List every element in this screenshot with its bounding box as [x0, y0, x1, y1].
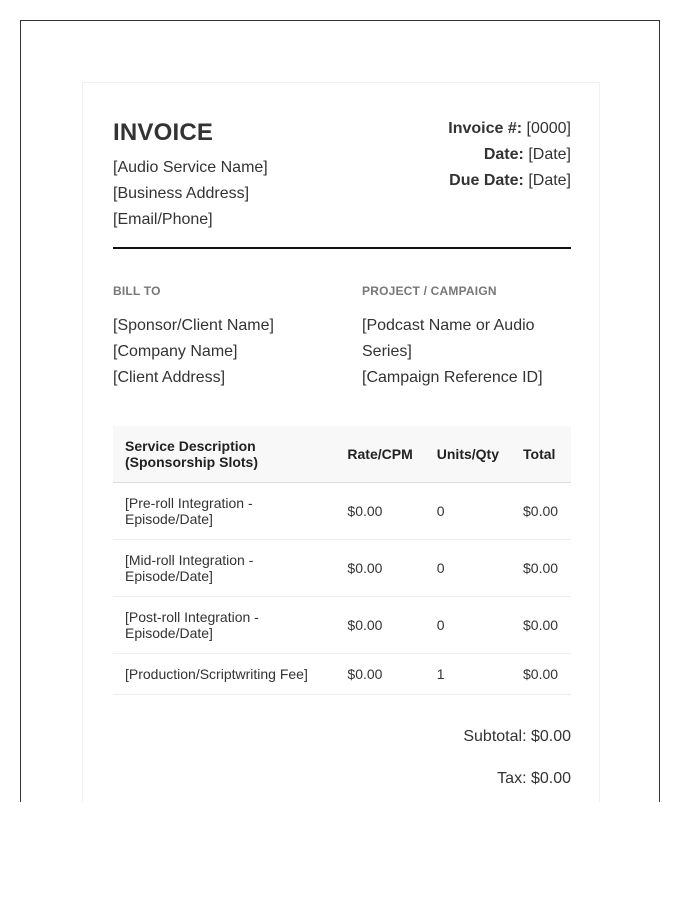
service-description-header-line-2: (Sponsorship Slots) [125, 453, 258, 470]
invoice-date-line [448, 142, 571, 168]
service-items-table [113, 426, 571, 695]
bill-to-section [113, 283, 362, 426]
rate-cell: $0.00 [335, 539, 424, 596]
total-header: Total [511, 426, 571, 482]
table-row [113, 482, 571, 539]
podcast-name-line-2: Series] [362, 343, 412, 360]
total-cell: $0.00 [511, 482, 571, 539]
rate-cell: $0.00 [335, 482, 424, 539]
invoice-title: INVOICE [113, 119, 214, 146]
service-description-line-1: [Pre-roll Integration - [125, 494, 253, 511]
table-row [113, 596, 571, 653]
invoice-number-value: [0000] [526, 120, 571, 137]
rate-cell: $0.00 [335, 596, 424, 653]
service-description-header-line-1: Service Description [125, 437, 256, 454]
service-description-cell [113, 596, 335, 653]
subtotal: Subtotal: $0.00 [463, 727, 571, 745]
podcast-name-line-1: [Podcast Name or Audio [362, 317, 535, 334]
sender-service-name: [Audio Service Name] [113, 159, 268, 176]
campaign-reference-id: [Campaign Reference ID] [362, 369, 543, 386]
units-qty-header: Units/Qty [425, 426, 511, 482]
total-cell: $0.00 [511, 596, 571, 653]
invoice-card [82, 82, 600, 802]
table-row [113, 653, 571, 694]
service-items-table-header [113, 426, 571, 482]
due-date-value: [Date] [528, 172, 571, 189]
invoice-parties [113, 249, 571, 426]
bill-to-heading: BILL TO [113, 284, 161, 298]
invoice-number-line [448, 116, 571, 142]
tax: Tax: $0.00 [497, 769, 571, 787]
invoice-header [113, 113, 571, 249]
sender-details [113, 113, 268, 233]
project-campaign-section [362, 283, 571, 426]
due-date-line [448, 168, 571, 194]
service-description-cell [113, 539, 335, 596]
total-cell: $0.00 [511, 653, 571, 694]
service-items-table-body [113, 482, 571, 694]
total-cell: $0.00 [511, 539, 571, 596]
invoice-content [113, 113, 571, 802]
rate-cell: $0.00 [335, 653, 424, 694]
units-cell: 1 [425, 653, 511, 694]
units-cell: 0 [425, 596, 511, 653]
service-description-line-2: Episode/Date] [125, 567, 213, 584]
units-cell: 0 [425, 539, 511, 596]
table-row [113, 539, 571, 596]
service-description-line-1: [Mid-roll Integration - [125, 551, 254, 568]
invoice-number-label: Invoice #: [448, 120, 523, 137]
document-page [20, 20, 660, 802]
units-cell: 0 [425, 482, 511, 539]
company-name: [Company Name] [113, 343, 238, 360]
client-address: [Client Address] [113, 369, 226, 386]
service-description-line-2: Episode/Date] [125, 510, 213, 527]
invoice-totals [113, 726, 571, 790]
project-campaign-heading: PROJECT / CAMPAIGN [362, 284, 497, 298]
sender-contact: [Email/Phone] [113, 211, 213, 228]
invoice-date-value: [Date] [528, 146, 571, 163]
rate-cpm-header: Rate/CPM [335, 426, 424, 482]
sender-business-address: [Business Address] [113, 185, 250, 202]
due-date-label: Due Date: [449, 172, 524, 189]
service-description-cell [113, 482, 335, 539]
service-description-cell: [Production/Scriptwriting Fee] [113, 653, 335, 694]
table-header-row [113, 426, 571, 482]
service-description-line-1: [Post-roll Integration - [125, 608, 259, 625]
invoice-date-label: Date: [483, 146, 524, 163]
invoice-meta [448, 113, 571, 194]
client-name: [Sponsor/Client Name] [113, 317, 274, 334]
service-description-header [113, 426, 335, 482]
service-description-line-2: Episode/Date] [125, 624, 213, 641]
